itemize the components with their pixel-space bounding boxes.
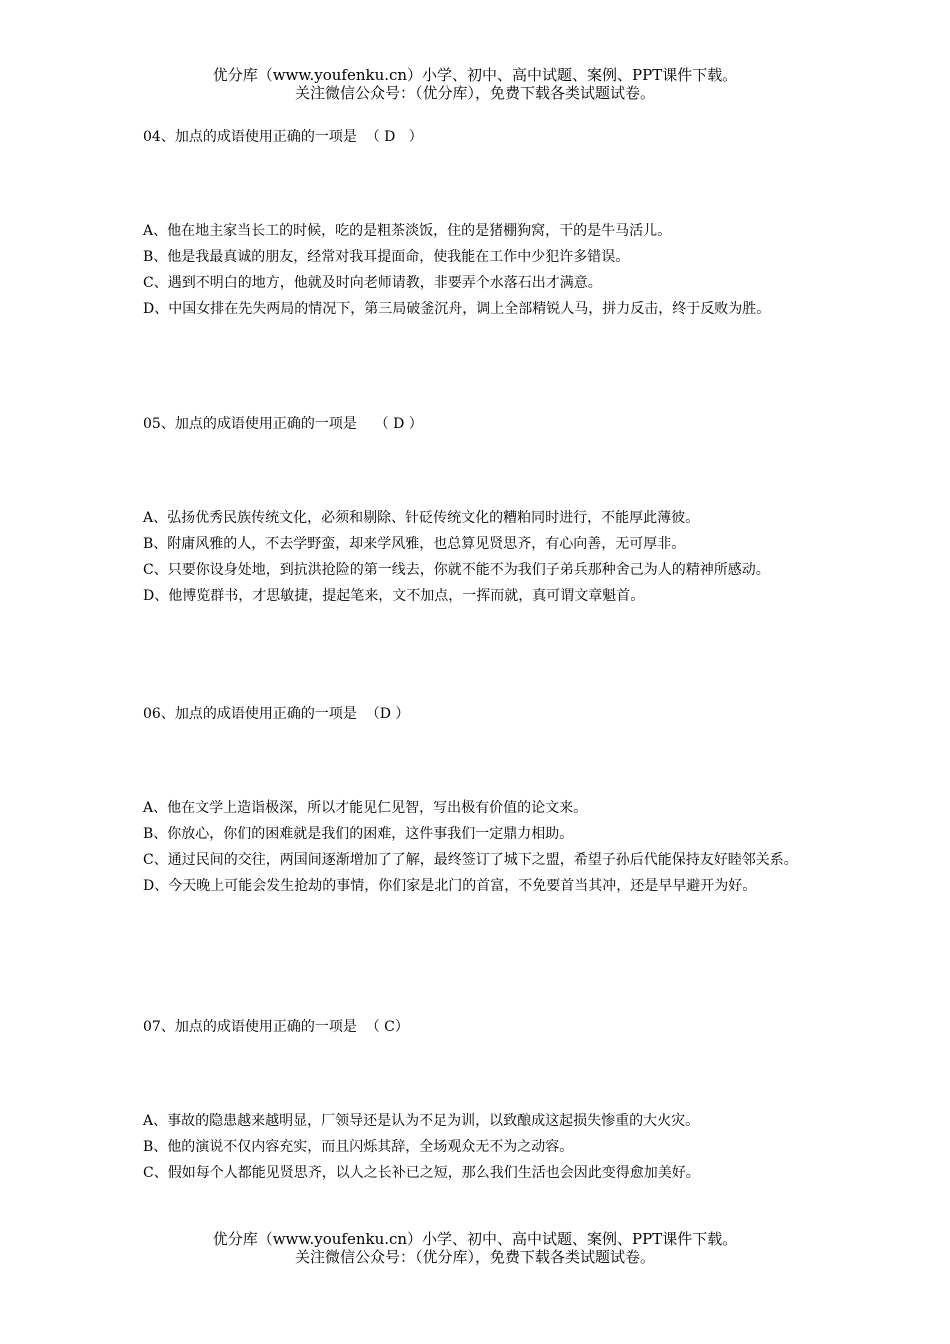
header-line-1: 优分库（www.youfenku.cn）小学、初中、高中试题、案例、PPT课件下载。	[212, 66, 738, 84]
question-title: 05、加点的成语使用正确的一项是 （ D ）	[143, 416, 423, 432]
footer-line-2: 关注微信公众号：（优分库），免费下载各类试题试卷。	[294, 1248, 655, 1266]
footer-line-1: 优分库（www.youfenku.cn）小学、初中、高中试题、案例、PPT课件下载。	[212, 1230, 738, 1248]
page-footer	[0, 1230, 950, 1266]
option-a: A、弘扬优秀民族传统文化，必须和剔除、针砭传统文化的糟粕同时进行，不能厚此薄彼。	[143, 510, 700, 526]
question-06	[143, 701, 813, 899]
question-title: 04、加点的成语使用正确的一项是 （ D ）	[143, 129, 423, 145]
option-c: C、通过民间的交往，两国间逐渐增加了了解，最终签订了城下之盟，希望子孙后代能保持友好睦邻关系。	[143, 852, 798, 868]
option-c: C、假如每个人都能见贤思齐，以人之长补已之短，那么我们生活也会因此变得愈加美好。	[143, 1165, 700, 1181]
header-line-2: 关注微信公众号：（优分库），免费下载各类试题试卷。	[294, 84, 655, 102]
option-c: C、只要你设身处地，到抗洪抢险的第一线去，你就不能不为我们子弟兵那种舍己为人的精神所感动。	[143, 562, 770, 578]
option-b: B、你放心，你们的困难就是我们的困难，这件事我们一定鼎力相助。	[143, 826, 574, 842]
option-d: D、今天晚上可能会发生抢劫的事情，你们家是北门的首富，不免要首当其冲，还是早早避开为好。	[143, 878, 757, 894]
option-a: A、他在文学上造诣极深，所以才能见仁见智，写出极有价值的论文来。	[143, 800, 588, 816]
option-d: D、中国女排在先失两局的情况下，第三局破釜沉舟，调上全部精锐人马，拼力反击，终于反败为胜。	[143, 301, 771, 317]
option-c: C、遇到不明白的地方，他就及时向老师请教，非要弄个水落石出才满意。	[143, 275, 602, 291]
question-title: 07、加点的成语使用正确的一项是 （ C）	[143, 1019, 409, 1035]
question-title: 06、加点的成语使用正确的一项是 （D ）	[143, 706, 410, 722]
option-b: B、他的演说不仅内容充实，而且闪烁其辞，全场观众无不为之动容。	[143, 1139, 574, 1155]
question-04	[143, 124, 813, 322]
page-header	[0, 66, 950, 102]
option-d: D、他博览群书，才思敏捷，提起笔来，文不加点，一挥而就，真可谓文章魁首。	[143, 588, 645, 604]
option-a: A、事故的隐患越来越明显，厂领导还是认为不足为训，以致酿成这起损失惨重的大火灾。	[143, 1113, 700, 1129]
option-b: B、附庸风雅的人，不去学野蛮，却来学风雅，也总算见贤思齐，有心向善，无可厚非。	[143, 536, 686, 552]
question-07	[143, 1014, 813, 1186]
option-b: B、他是我最真诚的朋友，经常对我耳提面命，使我能在工作中少犯许多错误。	[143, 249, 630, 265]
question-05	[143, 411, 813, 609]
option-a: A、他在地主家当长工的时候，吃的是粗茶淡饭，住的是猪棚狗窝，干的是牛马活儿。	[143, 223, 672, 239]
